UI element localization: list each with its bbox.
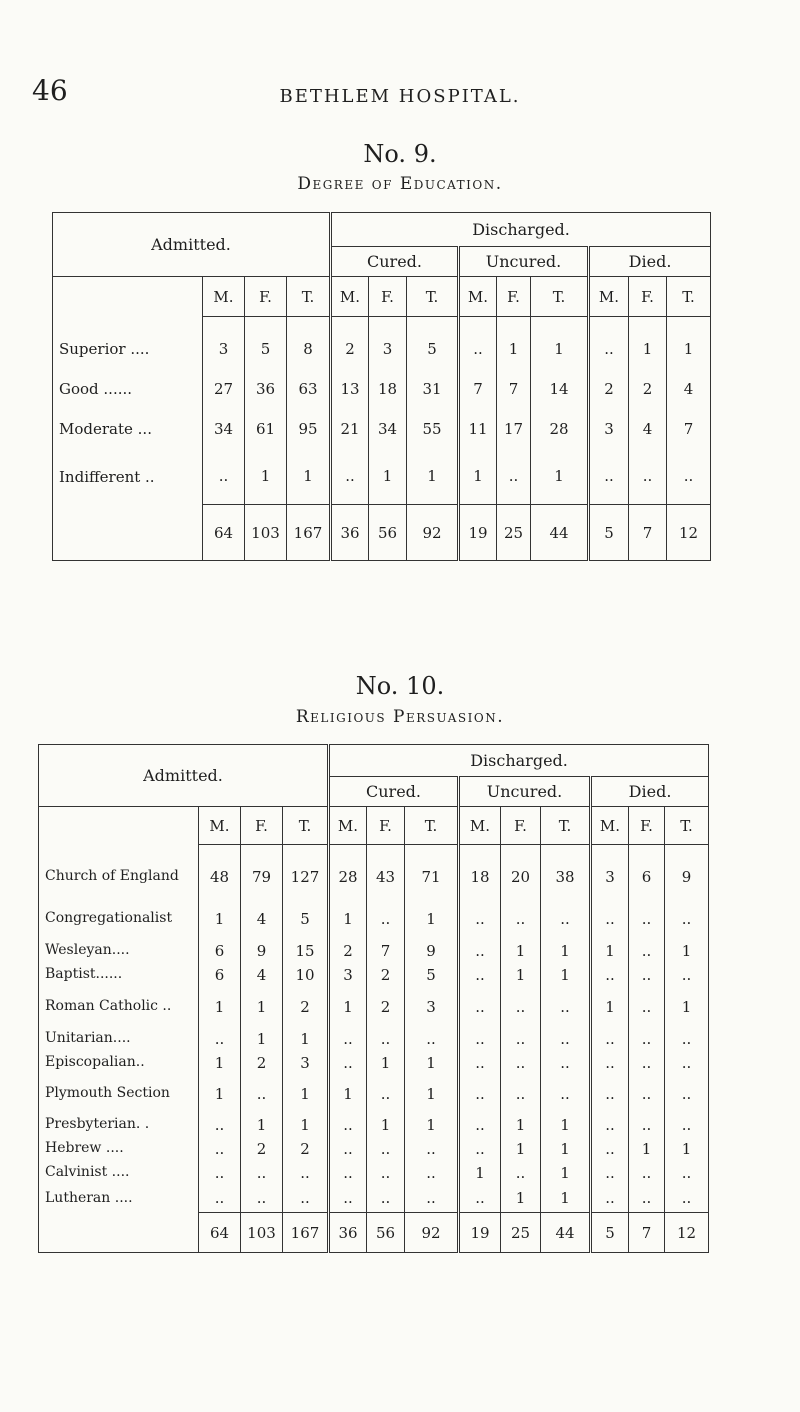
cell: 6 — [629, 855, 665, 899]
cell: .. — [405, 1137, 459, 1161]
col-f: F. — [367, 807, 405, 845]
cell: 1 — [369, 449, 407, 505]
cell: .. — [329, 1113, 367, 1137]
cell: 1 — [501, 1185, 541, 1213]
cell: .. — [541, 899, 591, 939]
cell: 1 — [501, 939, 541, 963]
cell: .. — [329, 1161, 367, 1185]
cell: 28 — [531, 409, 589, 449]
total-cell: 12 — [667, 505, 711, 561]
cell: 1 — [367, 1051, 405, 1075]
cell: 2 — [283, 1137, 329, 1161]
cell: .. — [367, 899, 405, 939]
table9-body — [53, 329, 711, 561]
cell: .. — [501, 1075, 541, 1113]
header-uncured: Uncured. — [459, 247, 589, 277]
cell: .. — [367, 1185, 405, 1213]
cell: .. — [629, 1185, 665, 1213]
cell: .. — [329, 1137, 367, 1161]
cell: 3 — [589, 409, 629, 449]
table-row — [39, 1075, 709, 1113]
table-row — [53, 329, 711, 369]
cell: 2 — [331, 329, 369, 369]
total-cell: 64 — [199, 1213, 241, 1253]
cell: .. — [405, 1185, 459, 1213]
cell: 127 — [283, 855, 329, 899]
row-label: Presbyterian. . — [45, 1116, 150, 1132]
total-cell: 56 — [367, 1213, 405, 1253]
cell: .. — [629, 1027, 665, 1051]
col-m: M. — [199, 807, 241, 845]
cell: .. — [591, 1113, 629, 1137]
cell: .. — [283, 1185, 329, 1213]
cell: 1 — [459, 449, 497, 505]
row-label: Episcopalian.. — [45, 1054, 145, 1070]
cell: 9 — [241, 939, 283, 963]
cell: 18 — [369, 369, 407, 409]
total-cell: 25 — [501, 1213, 541, 1253]
header-admitted: Admitted. — [151, 235, 231, 254]
cell: 5 — [407, 329, 459, 369]
cell: 34 — [369, 409, 407, 449]
cell: .. — [329, 1051, 367, 1075]
cell: 1 — [541, 963, 591, 987]
cell: .. — [591, 899, 629, 939]
total-cell: 92 — [405, 1213, 459, 1253]
cell: .. — [629, 899, 665, 939]
col-m: M. — [459, 277, 497, 317]
total-cell: 92 — [407, 505, 459, 561]
cell: 1 — [541, 1113, 591, 1137]
religion-table — [38, 744, 709, 1253]
cell: 1 — [667, 329, 711, 369]
cell: .. — [665, 1113, 709, 1137]
table10-body — [39, 855, 709, 1253]
cell: 13 — [331, 369, 369, 409]
table10-number: No. 10. — [355, 672, 445, 700]
cell: .. — [501, 1161, 541, 1185]
cell: 1 — [241, 1027, 283, 1051]
running-head: BETHLEM HOSPITAL. — [279, 86, 521, 107]
cell: 2 — [629, 369, 667, 409]
cell: .. — [665, 899, 709, 939]
cell: 1 — [591, 987, 629, 1027]
row-label: Lutheran .... — [45, 1190, 133, 1206]
cell: 38 — [541, 855, 591, 899]
total-cell: 12 — [665, 1213, 709, 1253]
cell: 3 — [203, 329, 245, 369]
cell: .. — [203, 449, 245, 505]
cell: .. — [665, 1185, 709, 1213]
cell: 1 — [591, 939, 629, 963]
cell: .. — [629, 939, 665, 963]
cell: 9 — [665, 855, 709, 899]
header-uncured: Uncured. — [459, 777, 591, 807]
table-row — [39, 1027, 709, 1051]
cell: 1 — [459, 1161, 501, 1185]
cell: 18 — [459, 855, 501, 899]
row-label: Roman Catholic .. — [45, 998, 172, 1014]
totals-row — [39, 1213, 709, 1253]
cell: .. — [629, 1075, 665, 1113]
cell: 11 — [459, 409, 497, 449]
total-cell: 103 — [241, 1213, 283, 1253]
cell: 1 — [199, 899, 241, 939]
cell: 1 — [329, 1075, 367, 1113]
cell: 4 — [241, 899, 283, 939]
table9-title: Degree of Education. — [297, 174, 503, 194]
row-label: Unitarian.... — [45, 1030, 131, 1046]
header-died: Died. — [591, 777, 709, 807]
cell: .. — [283, 1161, 329, 1185]
cell: .. — [459, 963, 501, 987]
cell: .. — [367, 1137, 405, 1161]
cell: 61 — [245, 409, 287, 449]
cell: 1 — [531, 449, 589, 505]
cell: .. — [459, 899, 501, 939]
table-row — [39, 1137, 709, 1161]
col-f: F. — [245, 277, 287, 317]
cell: 43 — [367, 855, 405, 899]
cell: 4 — [241, 963, 283, 987]
col-m: M. — [589, 277, 629, 317]
col-t: T. — [541, 807, 591, 845]
cell: .. — [241, 1075, 283, 1113]
cell: 31 — [407, 369, 459, 409]
cell: .. — [629, 1113, 665, 1137]
cell: 1 — [541, 1137, 591, 1161]
cell: 34 — [203, 409, 245, 449]
cell: .. — [459, 329, 497, 369]
cell: .. — [459, 1113, 501, 1137]
cell: 1 — [405, 899, 459, 939]
row-label: Plymouth Section — [45, 1085, 170, 1101]
total-cell: 103 — [245, 505, 287, 561]
cell: 1 — [329, 987, 367, 1027]
cell: 1 — [241, 1113, 283, 1137]
cell: .. — [501, 1051, 541, 1075]
subheader-row — [53, 277, 711, 317]
table-row — [39, 1161, 709, 1185]
table-row — [39, 987, 709, 1027]
cell: 55 — [407, 409, 459, 449]
col-f: F. — [497, 277, 531, 317]
cell: .. — [541, 1027, 591, 1051]
cell: .. — [459, 1137, 501, 1161]
cell: .. — [459, 939, 501, 963]
cell: 3 — [329, 963, 367, 987]
cell: 7 — [459, 369, 497, 409]
cell: 3 — [369, 329, 407, 369]
cell: 1 — [501, 963, 541, 987]
total-cell: 5 — [591, 1213, 629, 1253]
cell: .. — [541, 1075, 591, 1113]
cell: 2 — [283, 987, 329, 1027]
cell: .. — [591, 1027, 629, 1051]
cell: 6 — [199, 963, 241, 987]
cell: .. — [199, 1113, 241, 1137]
cell: 1 — [329, 899, 367, 939]
cell: .. — [629, 1161, 665, 1185]
totals-row — [53, 505, 711, 561]
col-m: M. — [459, 807, 501, 845]
col-m: M. — [203, 277, 245, 317]
cell: .. — [501, 899, 541, 939]
cell: .. — [459, 1051, 501, 1075]
table-row — [39, 899, 709, 939]
cell: .. — [665, 1051, 709, 1075]
total-cell: 64 — [203, 505, 245, 561]
cell: 1 — [541, 939, 591, 963]
header-discharged: Discharged. — [329, 745, 709, 777]
cell: 1 — [501, 1113, 541, 1137]
cell: 1 — [629, 1137, 665, 1161]
cell: .. — [199, 1027, 241, 1051]
cell: 79 — [241, 855, 283, 899]
cell: .. — [367, 1075, 405, 1113]
cell: .. — [241, 1161, 283, 1185]
cell: .. — [199, 1185, 241, 1213]
cell: 95 — [287, 409, 331, 449]
cell: .. — [367, 1161, 405, 1185]
cell: .. — [591, 1137, 629, 1161]
total-cell: 56 — [369, 505, 407, 561]
table9-number: No. 9. — [363, 140, 437, 168]
education-table — [52, 212, 711, 561]
cell: .. — [329, 1185, 367, 1213]
cell: 7 — [497, 369, 531, 409]
cell: 3 — [405, 987, 459, 1027]
cell: 1 — [283, 1027, 329, 1051]
col-f: F. — [369, 277, 407, 317]
table-row — [39, 1185, 709, 1213]
cell: .. — [591, 1161, 629, 1185]
total-cell: 44 — [541, 1213, 591, 1253]
cell: 1 — [241, 987, 283, 1027]
col-t: T. — [407, 277, 459, 317]
cell: 21 — [331, 409, 369, 449]
col-m: M. — [591, 807, 629, 845]
cell: .. — [629, 1051, 665, 1075]
table-row — [39, 1113, 709, 1137]
row-label: Calvinist .... — [45, 1164, 130, 1180]
col-t: T. — [287, 277, 331, 317]
cell: 7 — [667, 409, 711, 449]
cell: 5 — [245, 329, 287, 369]
cell: 2 — [589, 369, 629, 409]
cell: .. — [501, 987, 541, 1027]
cell: .. — [665, 1161, 709, 1185]
cell: .. — [459, 987, 501, 1027]
cell: .. — [405, 1161, 459, 1185]
total-cell: 7 — [629, 505, 667, 561]
table-row — [39, 855, 709, 899]
cell: 1 — [283, 1113, 329, 1137]
cell: 2 — [329, 939, 367, 963]
col-f: F. — [241, 807, 283, 845]
cell: 1 — [541, 1161, 591, 1185]
cell: 1 — [367, 1113, 405, 1137]
cell: 20 — [501, 855, 541, 899]
cell: .. — [501, 1027, 541, 1051]
cell: 63 — [287, 369, 331, 409]
col-f: F. — [629, 277, 667, 317]
cell: 1 — [629, 329, 667, 369]
cell: 1 — [283, 1075, 329, 1113]
cell: 1 — [287, 449, 331, 505]
cell: 1 — [199, 987, 241, 1027]
cell: 1 — [497, 329, 531, 369]
row-label: Indifferent .. — [59, 467, 155, 486]
cell: .. — [329, 1027, 367, 1051]
col-m: M. — [331, 277, 369, 317]
cell: 4 — [629, 409, 667, 449]
cell: 9 — [405, 939, 459, 963]
cell: .. — [367, 1027, 405, 1051]
header-admitted: Admitted. — [143, 766, 223, 785]
row-label: Wesleyan.... — [45, 942, 130, 958]
cell: .. — [629, 987, 665, 1027]
cell: 1 — [199, 1075, 241, 1113]
row-label: Congregationalist — [45, 910, 173, 926]
cell: .. — [331, 449, 369, 505]
table-row — [53, 409, 711, 449]
cell: 10 — [283, 963, 329, 987]
cell: 2 — [241, 1137, 283, 1161]
cell: 1 — [405, 1051, 459, 1075]
cell: 1 — [245, 449, 287, 505]
cell: .. — [591, 1075, 629, 1113]
total-cell: 25 — [497, 505, 531, 561]
cell: .. — [665, 963, 709, 987]
cell: 71 — [405, 855, 459, 899]
cell: 4 — [667, 369, 711, 409]
cell: .. — [629, 449, 667, 505]
cell: 15 — [283, 939, 329, 963]
cell: .. — [591, 1185, 629, 1213]
row-label: Moderate ... — [59, 419, 152, 438]
total-cell: 5 — [589, 505, 629, 561]
cell: 17 — [497, 409, 531, 449]
cell: .. — [665, 1075, 709, 1113]
cell: .. — [541, 987, 591, 1027]
cell: .. — [405, 1027, 459, 1051]
cell: 1 — [407, 449, 459, 505]
cell: .. — [199, 1137, 241, 1161]
col-t: T. — [405, 807, 459, 845]
header-cured: Cured. — [331, 247, 459, 277]
cell: .. — [241, 1185, 283, 1213]
table-row — [39, 1051, 709, 1075]
col-t: T. — [665, 807, 709, 845]
cell: .. — [667, 449, 711, 505]
cell: 1 — [405, 1113, 459, 1137]
page-number: 46 — [32, 74, 68, 107]
col-t: T. — [531, 277, 589, 317]
cell: 36 — [245, 369, 287, 409]
total-cell: 19 — [459, 505, 497, 561]
cell: 2 — [241, 1051, 283, 1075]
cell: 1 — [665, 987, 709, 1027]
row-label: Church of England — [45, 868, 179, 884]
cell: .. — [589, 329, 629, 369]
row-label: Baptist...... — [45, 966, 123, 982]
cell: .. — [459, 1185, 501, 1213]
cell: .. — [459, 1027, 501, 1051]
cell: .. — [497, 449, 531, 505]
cell: 1 — [531, 329, 589, 369]
cell: 7 — [367, 939, 405, 963]
row-label: Hebrew .... — [45, 1140, 124, 1156]
total-cell: 44 — [531, 505, 589, 561]
cell: .. — [199, 1161, 241, 1185]
table-row — [53, 369, 711, 409]
cell: .. — [589, 449, 629, 505]
total-cell: 36 — [331, 505, 369, 561]
cell: .. — [665, 1027, 709, 1051]
cell: 28 — [329, 855, 367, 899]
cell: 3 — [591, 855, 629, 899]
header-died: Died. — [589, 247, 711, 277]
cell: 3 — [283, 1051, 329, 1075]
cell: 1 — [541, 1185, 591, 1213]
total-cell: 19 — [459, 1213, 501, 1253]
cell: 1 — [501, 1137, 541, 1161]
cell: 48 — [199, 855, 241, 899]
cell: 27 — [203, 369, 245, 409]
header-discharged: Discharged. — [331, 213, 711, 247]
total-cell: 167 — [287, 505, 331, 561]
header-cured: Cured. — [329, 777, 459, 807]
table10-title: Religious Persuasion. — [295, 707, 505, 727]
col-f: F. — [501, 807, 541, 845]
total-cell: 7 — [629, 1213, 665, 1253]
row-label: Superior .... — [59, 339, 150, 358]
cell: 1 — [665, 1137, 709, 1161]
cell: .. — [629, 963, 665, 987]
table-row — [39, 939, 709, 963]
cell: 2 — [367, 987, 405, 1027]
cell: .. — [591, 963, 629, 987]
cell: 2 — [367, 963, 405, 987]
col-f: F. — [629, 807, 665, 845]
total-cell: 36 — [329, 1213, 367, 1253]
cell: 5 — [283, 899, 329, 939]
cell: 1 — [405, 1075, 459, 1113]
col-t: T. — [667, 277, 711, 317]
total-cell: 167 — [283, 1213, 329, 1253]
row-label: Good ...... — [59, 379, 133, 398]
cell: 1 — [199, 1051, 241, 1075]
col-m: M. — [329, 807, 367, 845]
subheader-row — [39, 807, 709, 845]
cell: 6 — [199, 939, 241, 963]
cell: 8 — [287, 329, 331, 369]
cell: 1 — [665, 939, 709, 963]
cell: .. — [459, 1075, 501, 1113]
cell: 14 — [531, 369, 589, 409]
cell: .. — [541, 1051, 591, 1075]
col-t: T. — [283, 807, 329, 845]
table-row — [53, 449, 711, 505]
table-row — [39, 963, 709, 987]
cell: 5 — [405, 963, 459, 987]
cell: .. — [591, 1051, 629, 1075]
